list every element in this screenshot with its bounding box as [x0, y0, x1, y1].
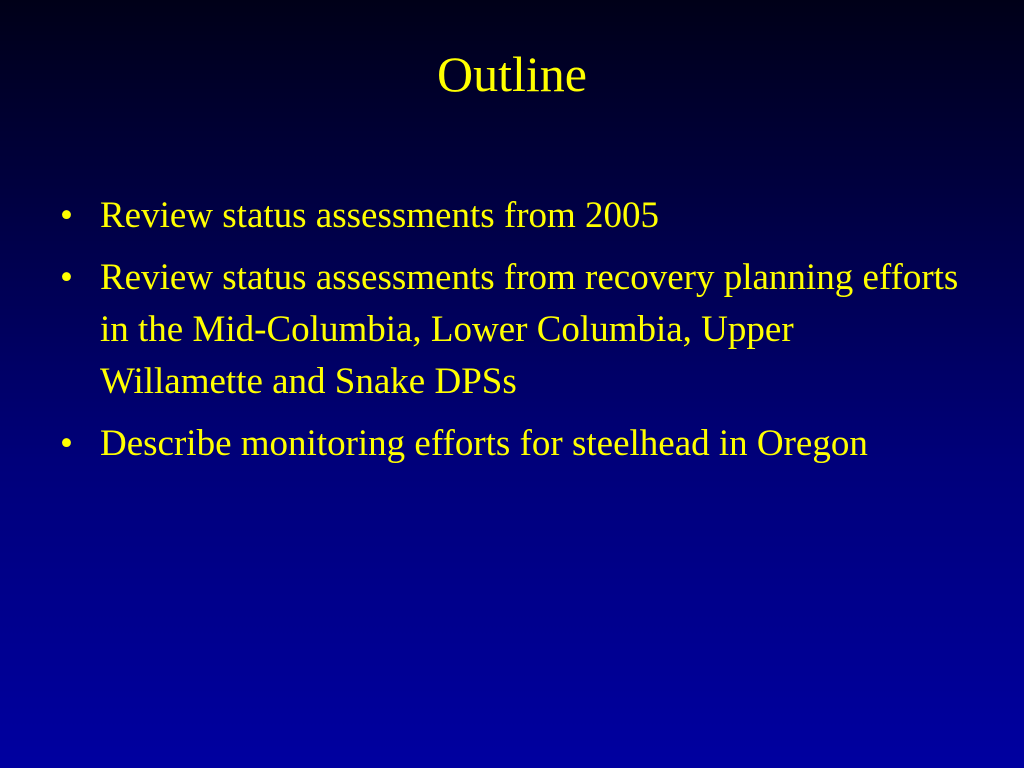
bullet-marker: •: [60, 257, 73, 298]
bullet-text: Review status assessments from 2005: [100, 195, 660, 236]
bullet-item: [60, 252, 960, 408]
slide-title: Outline: [437, 46, 587, 102]
bullet-item: [60, 190, 960, 242]
bullet-marker: •: [60, 195, 73, 236]
bullet-text: Describe monitoring efforts for steelhead in Oregon: [100, 423, 868, 464]
bullet-item: [60, 418, 960, 470]
bullet-marker: •: [60, 423, 73, 464]
bullet-list: [60, 190, 960, 480]
bullet-text: Review status assessments from recovery planning efforts in the Mid-Columbia, Lower Columbia, Upper Willamette and Snake DPSs: [100, 257, 959, 402]
